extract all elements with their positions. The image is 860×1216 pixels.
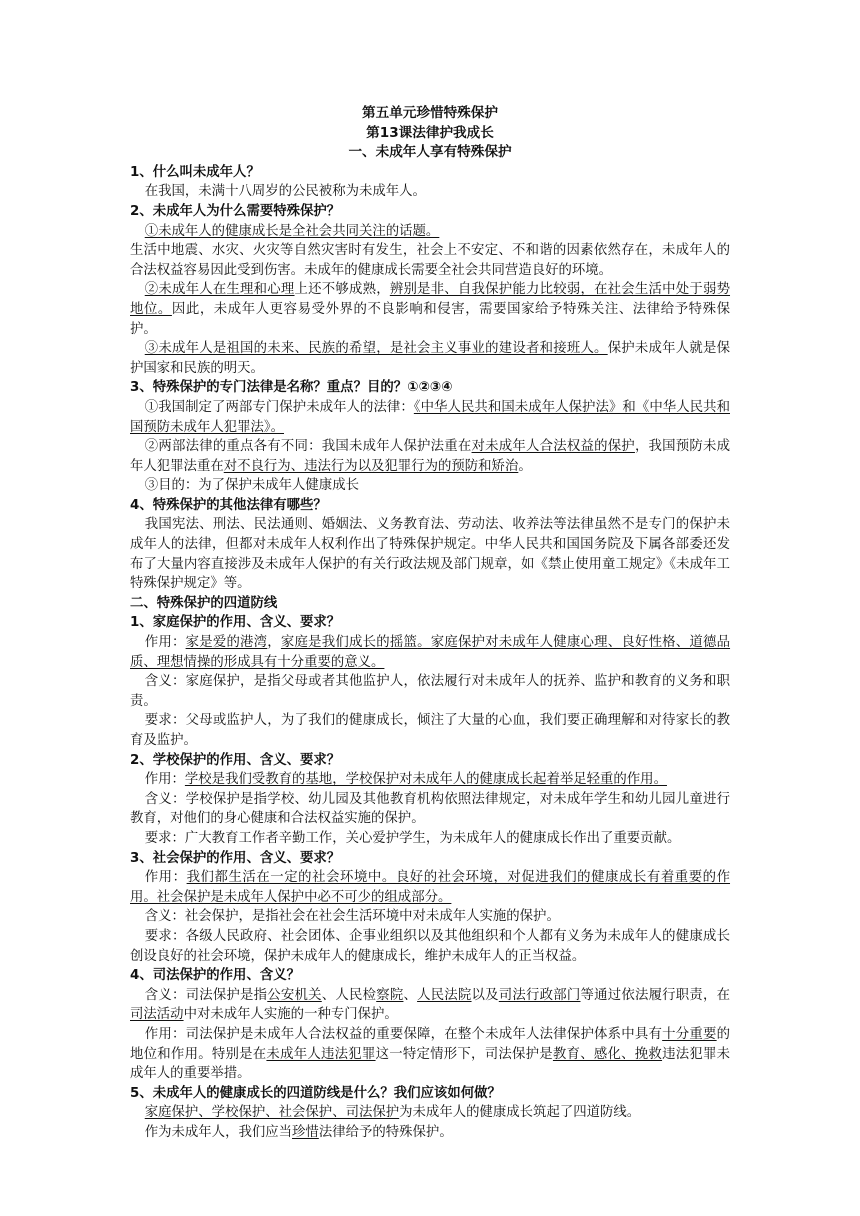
text: ， (267, 635, 281, 651)
underlined-text: 辨别是非、自我保护能力比较弱，在社会生活中处于弱势地位。 (130, 282, 731, 317)
family-protection-meaning: 含义：家庭保护，是指父母或者其他监护人，依法履行对未成年人的抚养、监护和教育的义务和职责。 (130, 674, 730, 709)
underlined-text: ③未成年人是祖国的未来、民族的希望，是社会主义事业的建设者和接班人。 (144, 341, 608, 357)
answer-2-point-1 (130, 222, 730, 242)
underlined-text: 司法行政部门 (498, 987, 581, 1003)
text: 等通过依法履行职责，在 (580, 987, 731, 1003)
question-2: 2、未成年人为什么需要特殊保护？ (130, 203, 341, 219)
text: 作用： (144, 870, 187, 886)
text: 作用：司法保护是未成年人合法权益的重要保障，在整个未成年人法律保护体系中具有 (144, 1026, 663, 1042)
underlined-text: 察院 (376, 987, 404, 1003)
underlined-text: 《中华人民共和国未成年人保护法》和《中华人民共和国预防未成年人犯罪法》。 (130, 399, 730, 435)
document-page (130, 104, 730, 1142)
question-1: 1、什么叫未成年人？ (130, 164, 260, 180)
answer-3-point-2 (130, 437, 730, 476)
four-defenses-heading: 5、未成年人的健康成长的四道防线是什么？我们应该如何做？ (130, 1085, 501, 1101)
social-protection-heading: 3、社会保护的作用、含义、要求？ (130, 850, 341, 866)
text: 的地位和作用。特别是在 (130, 1026, 731, 1062)
unit-title: 第五单元珍惜特殊保护 (362, 105, 498, 121)
family-protection-role (130, 633, 730, 672)
text: 作用： (144, 635, 186, 651)
text: 保护未成年人就是保护国家和民族的明天。 (130, 341, 731, 376)
underlined-text: 十分重要 (662, 1026, 717, 1042)
family-protection-requirement: 要求：父母或监护人，为了我们的健康成长，倾注了大量的心血，我们要正确理解和对待家长的教育及监护。 (130, 713, 730, 748)
four-defenses-action (130, 1123, 730, 1143)
school-protection-requirement: 要求：广大教育工作者辛勤工作，关心爱护学生，为未成年人的健康成长作出了重要贡献。 (144, 830, 681, 846)
underlined-text: 人民法院 (417, 987, 472, 1003)
text: ，我国预防未成年人犯罪法重在 (130, 439, 731, 474)
underlined-text: ②未成年人在生理和心理 (144, 282, 295, 298)
question-3: 3、特殊保护的专门法律是名称？重点？目的？①②③④ (130, 380, 453, 396)
judicial-protection-heading: 4、司法保护的作用、含义？ (130, 968, 301, 984)
underlined-text: 我们都生活在一定的社会环境中。良好的社会环境，对促进我们的健康成长有着重要的作用。社会保护是未成年人保护中必不可少的组成部分。 (130, 870, 731, 905)
text: 。 (518, 458, 532, 474)
four-defenses-answer (130, 1103, 730, 1123)
judicial-protection-role (130, 1025, 730, 1084)
underlined-text: 教育、感化、挽救 (552, 1046, 663, 1062)
school-protection-meaning: 含义：学校保护是指学校、幼儿园及其他教育机构依照法律规定，对未成年学生和幼儿园儿童进行教育，对他们的身心健康和合法权益实施的保护。 (130, 791, 730, 827)
answer-1: 在我国，未满十八周岁的公民被称为未成年人。 (144, 184, 426, 200)
answer-2-point-1-detail: 生活中地震、水灾、火灾等自然灾害时有发生，社会上不安定、不和谐的因素依然存在，未成年人的合法权益容易因此受到伤害。未成年的健康成长需要全社会共同营造良好的环境。 (130, 243, 730, 278)
underlined-text: 家庭是我们成长的摇篮 (280, 635, 418, 651)
text: 违法犯罪未成年人的重要举措。 (130, 1046, 731, 1082)
text: 作为未成年人，我们应当 (144, 1124, 293, 1140)
underlined-text: 家庭保护、学校保护、社会保护、司法保护 (144, 1105, 400, 1121)
underlined-text: ①未成年人的健康成长是全社会共同关注的话题。 (144, 223, 440, 239)
text: 、人民检 (321, 987, 377, 1003)
text: 因此，未成年人更容易受外界的不良影响和侵害，需要国家给予特殊关注、法律给予特殊保护。 (130, 301, 731, 337)
underlined-text: 对不良行为、违法行为以及犯罪行为的预防和矫治 (223, 458, 519, 474)
underlined-text: 。家庭保护对未成年人健康心理、良好性格、道德品质、理想情操的形成具有十分重要的意义。 (130, 635, 731, 670)
text: 法律给予的特殊保护。 (318, 1124, 453, 1140)
text: 为未成年人的健康成长筑起了四道防线。 (399, 1105, 641, 1121)
underlined-text: 公安机关 (267, 987, 322, 1003)
judicial-protection-meaning (130, 986, 730, 1025)
social-protection-requirement: 要求：各级人民政府、社会团体、企事业组织以及其他组织和个人都有义务为未成年人的健康成长创设良好的社会环境，保护未成年人的健康成长，维护未成年人的正当权益。 (130, 928, 730, 964)
answer-3-point-1 (130, 398, 730, 437)
underlined-text: 家是爱的港湾 (185, 635, 268, 651)
lesson-title: 第13课法律护我成长 (366, 124, 494, 141)
answer-2-point-3 (130, 339, 730, 378)
underlined-text: 学校是我们受教育的基地，学校保护对未成年人的健康成长起着举足轻重的作用。 (184, 772, 667, 788)
section-title-2: 二、特殊保护的四道防线 (130, 595, 278, 611)
family-protection-heading: 1、家庭保护的作用、含义、要求？ (130, 615, 341, 631)
social-protection-role (130, 868, 730, 907)
underlined-text: 对未成年人合法权益的保护 (471, 439, 635, 455)
text: 这一特定情形下，司法保护是 (375, 1046, 553, 1062)
text: ①我国制定了两部专门保护未成年人的法律： (144, 399, 414, 415)
question-4: 4、特殊保护的其他法律有哪些？ (130, 497, 327, 513)
text: 作用： (144, 772, 185, 788)
text: 以及 (471, 987, 499, 1003)
school-protection-heading: 2、学校保护的作用、含义、要求？ (130, 752, 341, 768)
answer-4: 我国宪法、刑法、民法通则、婚姻法、义务教育法、劳动法、收养法等法律虽然不是专门的保护未成年人的法律，但都对未成年人权利作出了特殊保护规定。中华人民共和国国务院及下属各部委还发布了大量内容直接涉及未成年人保护的有关行政法规及部门规章，如《禁止使用童工规定》《未成年工特殊保护规定》等。 (130, 517, 730, 592)
section-title-1: 一、未成年人享有特殊保护 (348, 144, 512, 161)
text: 上还不够成熟， (294, 282, 390, 298)
underlined-text: 司法活动 (130, 1007, 184, 1023)
school-protection-role (130, 770, 730, 790)
text: 含义：司法保护是指 (144, 987, 268, 1003)
text: ②两部法律的重点各有不同：我国未成年人保护法重在 (144, 439, 472, 455)
social-protection-meaning: 含义：社会保护，是指社会在社会生活环境中对未成年人实施的保护。 (144, 909, 560, 925)
text: 中对未成年人实施的一种专门保护。 (183, 1007, 398, 1023)
underlined-text: 未成年人违法犯罪 (266, 1046, 376, 1062)
text: 、 (403, 987, 418, 1003)
underlined-text: 珍惜 (292, 1124, 319, 1140)
answer-3-point-3: ③目的：为了保护未成年人健康成长 (144, 478, 359, 494)
answer-2-point-2 (130, 280, 730, 339)
